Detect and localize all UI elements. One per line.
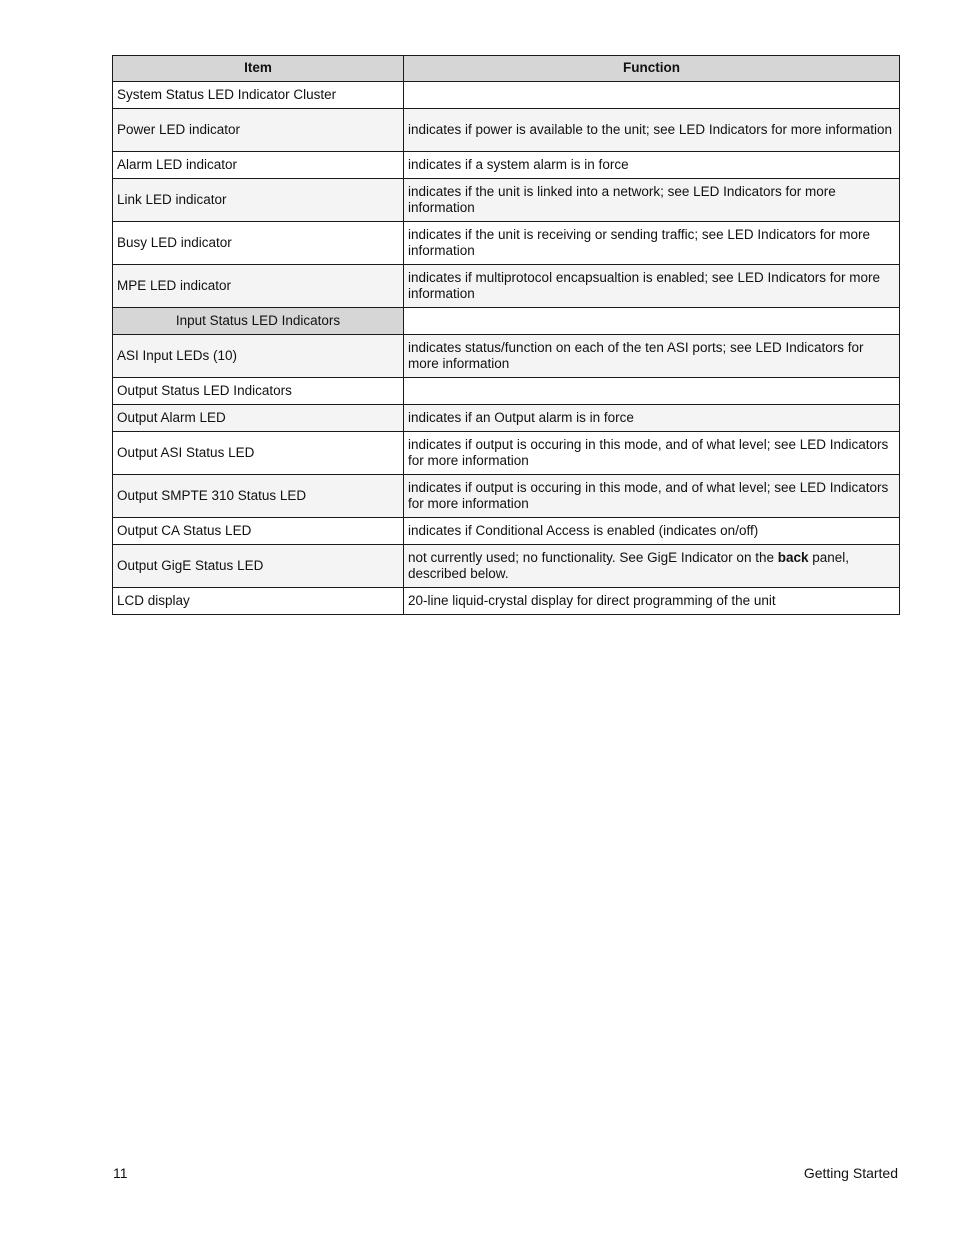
- table-section-row: [113, 308, 900, 335]
- function-text: not currently used; no functionality. See GigE Indicator on the: [408, 549, 778, 565]
- row-item: Output ASI Status LED: [113, 432, 404, 475]
- row-function: indicates if output is occuring in this mode, and of what level; see LED Indicators for more information: [404, 475, 900, 518]
- table-header-row: [113, 56, 900, 82]
- table-row: [113, 222, 900, 265]
- row-item: ASI Input LEDs (10): [113, 335, 404, 378]
- emphasis-text: back: [777, 549, 809, 565]
- table-row: [113, 432, 900, 475]
- table-row: [113, 179, 900, 222]
- row-function: indicates if multiprotocol encapsualtion is enabled; see LED Indicators for more information: [404, 265, 900, 308]
- row-item: MPE LED indicator: [113, 265, 404, 308]
- header-function: Function: [404, 56, 900, 82]
- function-text: panel, described below.: [408, 549, 850, 581]
- table-section-row: [113, 378, 900, 405]
- row-function: indicates if Conditional Access is enabled (indicates on/off): [404, 518, 900, 545]
- table-row: [113, 518, 900, 545]
- row-function: [404, 82, 900, 109]
- row-function: [404, 378, 900, 405]
- function-table: [112, 55, 900, 615]
- row-item: Power LED indicator: [113, 109, 404, 152]
- row-item: Busy LED indicator: [113, 222, 404, 265]
- row-function: 20-line liquid-crystal display for direct programming of the unit: [404, 588, 900, 615]
- section-title: Getting Started: [803, 1165, 898, 1181]
- row-function: indicates if a system alarm is in force: [404, 152, 900, 179]
- row-item: Alarm LED indicator: [113, 152, 404, 179]
- section-label: System Status LED Indicator Cluster: [113, 82, 404, 109]
- row-function: indicates if output is occuring in this mode, and of what level; see LED Indicators for more information: [404, 432, 900, 475]
- table-row: [113, 152, 900, 179]
- row-function: indicates if power is available to the unit; see LED Indicators for more information: [404, 109, 900, 152]
- row-function: indicates status/function on each of the ten ASI ports; see LED Indicators for more information: [404, 335, 900, 378]
- row-item: Output GigE Status LED: [113, 545, 404, 588]
- table-row: [113, 265, 900, 308]
- page-number: 11: [113, 1165, 128, 1181]
- row-function: indicates if the unit is receiving or sending traffic; see LED Indicators for more information: [404, 222, 900, 265]
- row-function: indicates if an Output alarm is in force: [404, 405, 900, 432]
- row-function: [404, 545, 900, 588]
- row-item: Output SMPTE 310 Status LED: [113, 475, 404, 518]
- section-label: Output Status LED Indicators: [113, 378, 404, 405]
- row-item: Output CA Status LED: [113, 518, 404, 545]
- row-item: Link LED indicator: [113, 179, 404, 222]
- table-row: [113, 475, 900, 518]
- section-label: Input Status LED Indicators: [113, 308, 404, 335]
- row-item: Output Alarm LED: [113, 405, 404, 432]
- table-row: [113, 335, 900, 378]
- table-section-row: [113, 82, 900, 109]
- row-function: indicates if the unit is linked into a network; see LED Indicators for more information: [404, 179, 900, 222]
- table-row: [113, 588, 900, 615]
- row-item: LCD display: [113, 588, 404, 615]
- table-row: [113, 545, 900, 588]
- table-row: [113, 405, 900, 432]
- header-item: Item: [113, 56, 404, 82]
- row-function: [404, 308, 900, 335]
- table-row: [113, 109, 900, 152]
